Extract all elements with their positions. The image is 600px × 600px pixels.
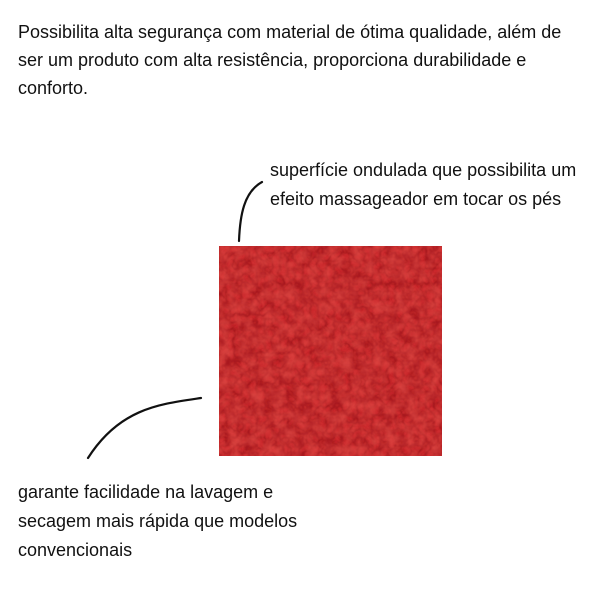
callout-drying-text: garante facilidade na lavagem e secagem mais rápida que modelos convencionais bbox=[18, 482, 298, 560]
connector-line-top bbox=[239, 182, 262, 241]
connector-line-bottom bbox=[88, 398, 201, 458]
intro-text: Possibilita alta segurança com material de ótima qualidade, além de ser um produto com alta resistência, proporciona durabilidade e conforto. bbox=[18, 22, 562, 98]
mat-highlight-layer bbox=[219, 246, 442, 456]
mat-texture-swatch bbox=[219, 246, 442, 456]
mat-texture-image bbox=[219, 246, 442, 456]
callout-texture-text: superfície ondulada que possibilita um efeito massageador em tocar os pés bbox=[270, 160, 577, 209]
